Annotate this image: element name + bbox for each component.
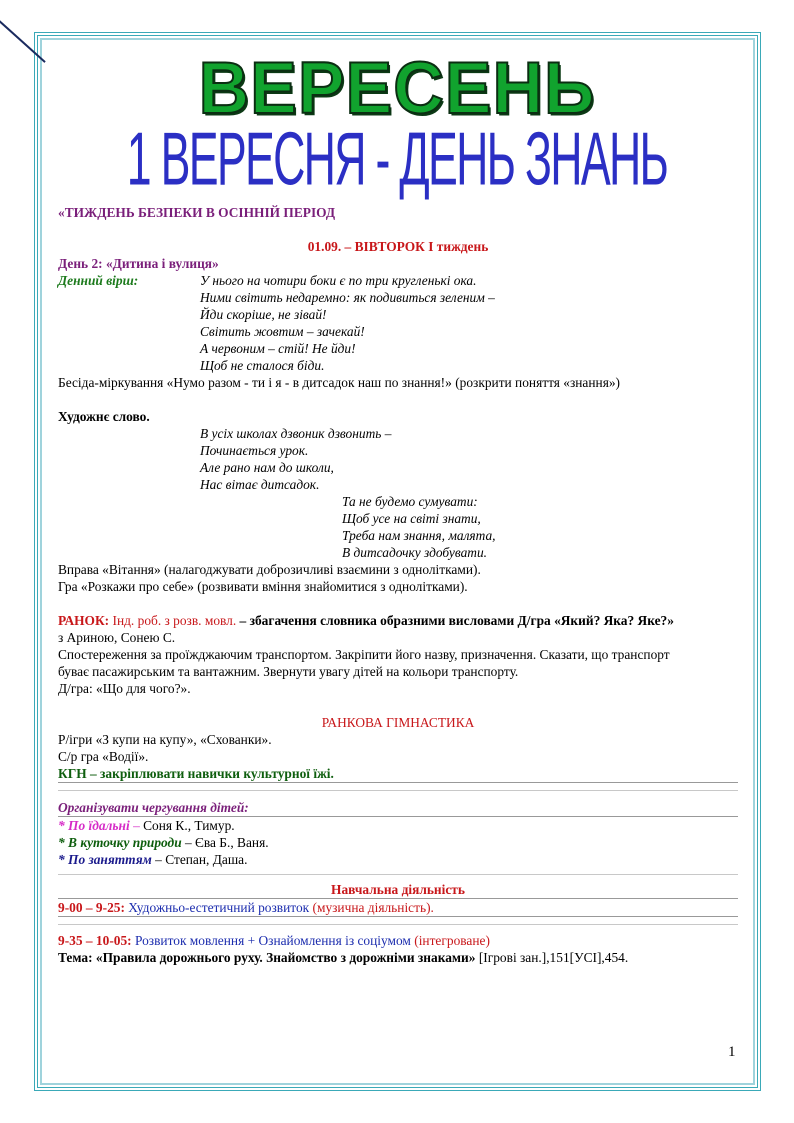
day-title: День 2: «Дитина і вулиця» bbox=[58, 256, 219, 271]
morning-with: з Ариною, Сонею С. bbox=[58, 630, 176, 645]
morning-line bbox=[58, 612, 738, 629]
duty-label: * По їдальні bbox=[58, 818, 130, 833]
games-line: С/р гра «Водії». bbox=[58, 749, 149, 764]
divider bbox=[58, 924, 738, 925]
month-title: ВЕРЕСЕНЬ bbox=[198, 47, 596, 129]
session-subject: Художньо-естетичний розвиток bbox=[124, 900, 310, 915]
verse-line: Починається урок. bbox=[200, 443, 309, 458]
poem-line: Ними світить недаремно: як подивиться зеленим – bbox=[200, 290, 495, 305]
duty-names: Соня К., Тимур. bbox=[143, 818, 235, 833]
duty-item: * В куточку природи – Єва Б., Ваня. bbox=[58, 835, 269, 850]
poem-line: А червоним – стій! Не йди! bbox=[200, 341, 356, 356]
duty-item: * По їдальні – Соня К., Тимур. bbox=[58, 818, 235, 833]
verse-line: Та не будемо сумувати: bbox=[342, 494, 478, 509]
page-number: 1 bbox=[728, 1044, 736, 1060]
duty-names: Степан, Даша. bbox=[165, 852, 248, 867]
date-line: 01.09. – ВІВТОРОК І тиждень bbox=[307, 239, 489, 254]
topic-ref: [Ігрові зан.],151[УСІ],454. bbox=[475, 950, 629, 965]
holiday-title: 1 ВЕРЕСНЯ - ДЕНЬ ЗНАНЬ bbox=[126, 117, 668, 202]
exercise-line: Гра «Розкажи про себе» (розвивати вміння знайомитися з однолітками). bbox=[58, 579, 468, 594]
didactic-game: Д/гра: «Що для чого?». bbox=[58, 681, 191, 696]
exercise-line: Вправа «Вітання» (налагоджувати доброзичливі взаємини з однолітками). bbox=[58, 562, 481, 577]
session-time: 9-00 – 9-25: bbox=[58, 900, 125, 915]
games-line: Р/ігри «З купи на купу», «Схованки». bbox=[58, 732, 272, 747]
gym-heading: РАНКОВА ГІМНАСТИКА bbox=[321, 715, 475, 730]
divider bbox=[58, 790, 738, 791]
poem-line: Йди скоріше, не зівай! bbox=[200, 307, 327, 322]
session-type: (музична діяльність). bbox=[309, 900, 434, 915]
session-line bbox=[58, 899, 738, 917]
duty-names: Єва Б., Ваня. bbox=[195, 835, 269, 850]
morning-ind: Інд. роб. з розв. мовл. bbox=[109, 613, 237, 628]
verse-line: Але рано нам до школи, bbox=[200, 460, 334, 475]
poem-line bbox=[58, 272, 738, 289]
verse-line: В усіх школах дзвоник дзвонить – bbox=[200, 426, 392, 441]
kgn-line: КГН – закріплювати навички культурної їжі. bbox=[58, 765, 738, 783]
duty-heading: Організувати чергування дітей: bbox=[58, 799, 738, 817]
topic-line bbox=[58, 949, 738, 966]
art-word-heading: Художнє слово. bbox=[58, 409, 150, 424]
verse-line: Треба нам знання, малята, bbox=[342, 528, 496, 543]
poem-line: Світить жовтим – зачекай! bbox=[200, 324, 365, 339]
poem-label: Денний вірш: bbox=[58, 273, 139, 288]
duty-label: * По заняттям bbox=[58, 852, 152, 867]
topic-label: Тема: bbox=[58, 950, 96, 965]
verse-line: Щоб усе на світі знати, bbox=[342, 511, 481, 526]
poem-text: У нього на чотири боки є по три кругленькі ока. bbox=[200, 273, 477, 288]
session-subject: Розвиток мовлення + Ознайомлення із соціумом bbox=[131, 933, 411, 948]
session-type: (інтегроване) bbox=[410, 933, 490, 948]
session-time: 9-35 – 10-05: bbox=[58, 933, 132, 948]
morning-label: РАНОК: bbox=[58, 613, 110, 628]
observation-line: Спостереження за проїжджаючим транспортом. Закріпити його назву, призначення. Сказати, що транспорт bbox=[58, 647, 670, 662]
duty-label: * В куточку природи bbox=[58, 835, 182, 850]
document-body bbox=[58, 204, 738, 966]
topic-text: «Правила дорожнього руху. Знайомство з дорожніми знаками» bbox=[95, 950, 476, 965]
verse-line: В дитсадочку здобувати. bbox=[342, 545, 487, 560]
verse-line: Нас вітає дитсадок. bbox=[200, 477, 320, 492]
session-line bbox=[58, 932, 738, 949]
week-title: «ТИЖДЕНЬ БЕЗПЕКИ В ОСІННІЙ ПЕРІОД bbox=[58, 205, 336, 220]
duty-item: * По заняттям – Степан, Даша. bbox=[58, 852, 248, 867]
observation-line: буває пасажирським та вантажним. Звернути увагу дітей на кольори транспорту. bbox=[58, 664, 519, 679]
study-heading: Навчальна діяльність bbox=[58, 881, 738, 899]
morning-task: – збагачення словника образними висловами Д/гра «Який? Яка? Яке?» bbox=[236, 613, 674, 628]
divider bbox=[58, 874, 738, 875]
talk-line: Бесіда-міркування «Нумо разом - ти і я - в дитсадок наш по знання!» (розкрити поняття «знання») bbox=[58, 375, 621, 390]
poem-line: Щоб не сталося біди. bbox=[200, 358, 325, 373]
